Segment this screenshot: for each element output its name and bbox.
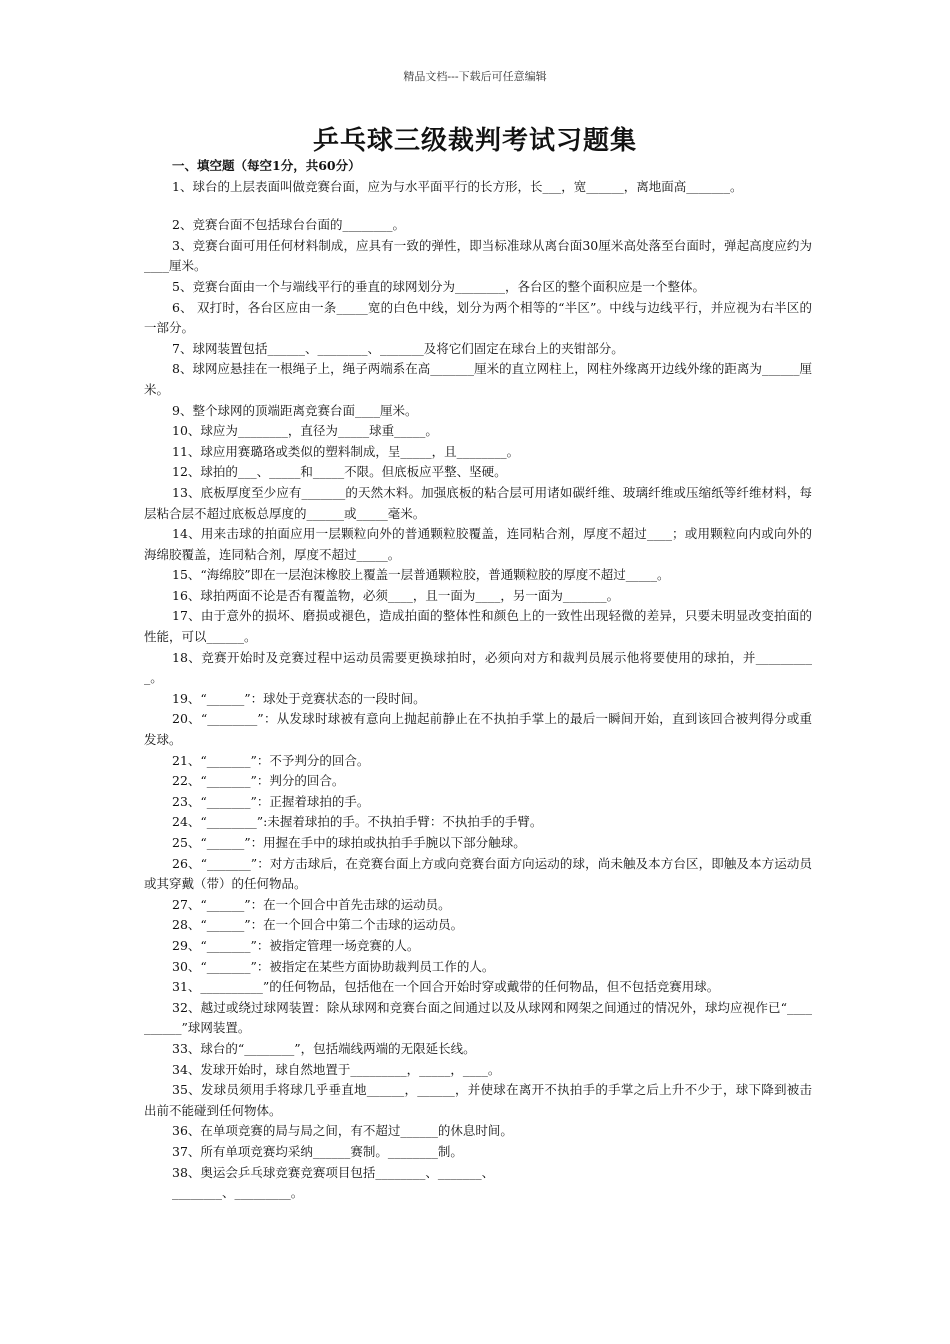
question-33: 33、球台的“________”，包括端线两端的无限延长线。 xyxy=(172,1040,476,1056)
question-17: 17、由于意外的损坏、磨损或褪色，造成拍面的整体性和颜色上的一致性出现轻微的差异，只要未明显改变拍面的性能，可以______。 xyxy=(144,608,812,645)
question-38: 38、奥运会乒乓球竞赛竞赛项目包括________、_______、 xyxy=(172,1164,495,1180)
question-5: 5、竞赛台面由一个与端线平行的垂直的球网划分为________，各台区的整个面积应是一个整体。 xyxy=(172,278,705,294)
question-3: 3、竞赛台面可用任何材料制成，应具有一致的弹性，即当标准球从离台面30厘米高处落至台面时，弹起高度应约为____厘米。 xyxy=(144,237,812,274)
question-11: 11、球应用赛璐珞或类似的塑料制成，呈_____，且________。 xyxy=(172,443,520,459)
question-18: 18、竞赛开始时及竞赛过程中运动员需要更换球拍时，必须向对方和裁判员展示他将要使用的球拍，并__________。 xyxy=(144,649,812,686)
question-21: 21、“_______”：不予判分的回合。 xyxy=(172,752,370,768)
question-26: 26、“_______”：对方击球后，在竞赛台面上方或向竞赛台面方向运动的球，尚未触及本方台区，即触及本方运动员或其穿戴（带）的任何物品。 xyxy=(144,855,812,892)
question-22: 22、“_______”：判分的回合。 xyxy=(172,773,345,789)
question-24: 24、“________”:未握着球拍的手。不执拍手臂：不执拍手的手臂。 xyxy=(172,814,543,830)
question-13: 13、底板厚度至少应有_______的天然木料。加强底板的粘合层可用诸如碳纤维、玻璃纤维或压缩纸等纤维材料，每层粘合层不超过底板总厚度的______或_____毫米。 xyxy=(144,484,812,521)
question-12: 12、球拍的___、_____和_____不限。但底板应平整、坚硬。 xyxy=(172,464,507,480)
question-37: 37、所有单项竞赛均采纳______赛制。________制。 xyxy=(172,1143,463,1159)
question-9: 9、整个球网的顶端距离竞赛台面____厘米。 xyxy=(172,402,418,418)
question-38-continued: ________、_________。 xyxy=(172,1185,304,1201)
question-31: 31、__________”的任何物品，包括他在一个回合开始时穿或戴带的任何物品，但不包括竞赛用球。 xyxy=(172,979,720,995)
section-heading: 一、填空题（每空1分，共60分） xyxy=(172,158,361,173)
page-header: 精品文档---下载后可任意编辑 xyxy=(403,70,547,83)
question-2: 2、竞赛台面不包括球台台面的________。 xyxy=(172,217,405,233)
question-36: 36、在单项竞赛的局与局之间，有不超过______的休息时间。 xyxy=(172,1123,513,1139)
question-6: 6、 双打时，各台区应由一条_____宽的白色中线，划分为两个相等的“半区”。中线与边线平行，并应视为右半区的一部分。 xyxy=(144,299,812,336)
question-7: 7、球网装置包括______、________、_______及将它们固定在球台上的夹钳部分。 xyxy=(172,340,624,356)
question-28: 28、“______”：在一个回合中第二个击球的运动员。 xyxy=(172,917,464,933)
question-16: 16、球拍两面不论是否有覆盖物，必须____，且一面为____，另一面为_______。 xyxy=(172,587,620,603)
question-10: 10、球应为________，直径为_____球重_____。 xyxy=(172,423,438,439)
question-32: 32、越过或绕过球网装置：除从球网和竞赛台面之间通过以及从球网和网架之间通过的情况外，球均应视作已“__________”球网装置。 xyxy=(144,999,812,1036)
question-19: 19、“______”：球处于竞赛状态的一段时间。 xyxy=(172,690,426,706)
question-20: 20、“________”：从发球时球被有意向上抛起前静止在不执拍手掌上的最后一瞬间开始，直到该回合被判得分或重发球。 xyxy=(144,711,812,748)
question-30: 30、“_______”：被指定在某些方面协助裁判员工作的人。 xyxy=(172,958,495,974)
question-29: 29、“_______”：被指定管理一场竞赛的人。 xyxy=(172,937,420,953)
question-15: 15、“海绵胶”即在一层泡沫橡胶上覆盖一层普通颗粒胶，普通颗粒胶的厚度不超过_____。 xyxy=(172,567,670,583)
question-25: 25、“______”：用握在手中的球拍或执拍手手腕以下部分触球。 xyxy=(172,835,526,850)
question-8: 8、球网应悬挂在一根绳子上，绳子两端系在高_______厘米的直立网柱上，网柱外缘离开边线外缘的距离为______厘米。 xyxy=(144,361,812,397)
question-14: 14、用来击球的拍面应用一层颗粒向外的普通颗粒胶覆盖，连同粘合剂，厚度不超过____；或用颗粒向内或向外的海绵胶覆盖，连同粘合剂，厚度不超过_____。 xyxy=(144,526,812,562)
document-title: 乒乓球三级裁判考试习题集 xyxy=(312,126,637,156)
question-23: 23、“_______”：正握着球拍的手。 xyxy=(172,793,370,809)
question-35: 35、发球员须用手将球几乎垂直地______，______，并使球在离开不执拍手的手掌之后上升不少于，球下降到被击出前不能碰到任何物体。 xyxy=(144,1082,812,1118)
document-body xyxy=(144,156,812,1204)
question-1: 1、球台的上层表面叫做竞赛台面，应为与水平面平行的长方形，长___，宽______，离地面高_______。 xyxy=(172,178,743,194)
question-34: 34、发球开始时，球自然地置于_________，_____，____。 xyxy=(172,1061,501,1077)
question-27: 27、“______”：在一个回合中首先击球的运动员。 xyxy=(172,896,451,912)
